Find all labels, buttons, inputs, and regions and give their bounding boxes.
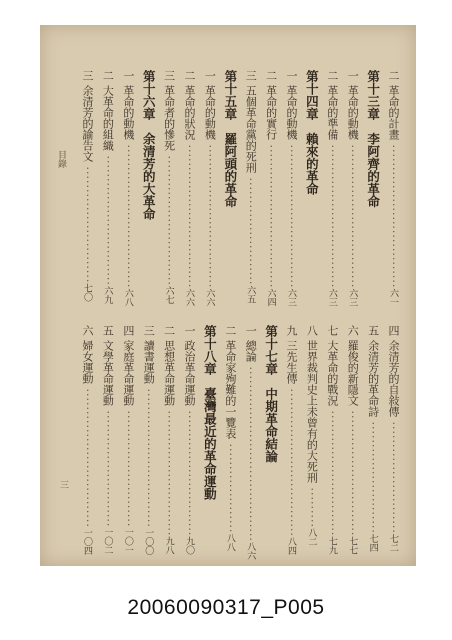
toc-entry — [325, 70, 339, 307]
entry-number: 六 — [81, 325, 94, 336]
page-ref: 六五 — [245, 285, 256, 304]
leader-dots: ························· — [366, 417, 380, 534]
toc-entry — [284, 325, 298, 555]
page-ref: 六三 — [347, 288, 358, 307]
leader-dots: ···························· — [325, 406, 339, 537]
entry-title: 余清芳的自敍傳 — [387, 340, 400, 417]
entry-number: 二 — [387, 70, 400, 81]
toc-entry — [100, 70, 115, 304]
toc-entry — [325, 325, 339, 555]
leader-dots: ································· — [285, 384, 298, 537]
entry-number: 一 — [183, 325, 196, 336]
chapter-heading — [265, 325, 278, 540]
entry-number: 二 — [101, 70, 115, 81]
leader-dots: ························· — [387, 417, 400, 534]
entry-title: 革命的動機 — [121, 85, 135, 140]
page-ref: 七九 — [326, 536, 337, 555]
entry-title: 革命的狀況 — [183, 85, 196, 140]
page-ref: 九八 — [163, 536, 174, 555]
toc-entry — [264, 70, 278, 307]
toc-entry — [223, 325, 237, 552]
entry-number: 二 — [264, 70, 278, 81]
leader-dots: ································ — [121, 140, 135, 289]
entry-number: 二 — [183, 70, 196, 81]
page-ref: 八二 — [306, 527, 317, 546]
entry-number: 一 — [285, 70, 298, 81]
leader-dots: ······························· — [142, 384, 156, 528]
leader-dots: ································ — [203, 140, 217, 289]
chapter-heading — [367, 70, 380, 285]
entry-number: 四 — [121, 325, 135, 336]
entry-number: 四 — [387, 325, 400, 336]
entry-number: 五 — [101, 325, 115, 336]
chapter-title: 第十三章 李阿齊的革命 — [365, 70, 381, 208]
leader-dots: ································ — [264, 140, 278, 289]
page-ref: 七七 — [347, 536, 358, 555]
leader-dots: ······································· — [244, 362, 258, 542]
toc-entry — [162, 70, 176, 304]
leader-dots: ································ — [346, 140, 360, 289]
toc-entry — [284, 70, 298, 307]
entry-title: 家庭革命運動 — [121, 340, 135, 406]
page-ref: 一〇四 — [82, 527, 92, 555]
toc-entry — [80, 70, 94, 302]
leader-dots: ································ — [325, 140, 339, 289]
entry-number: 三 — [244, 70, 258, 81]
page-ref: 六八 — [122, 288, 133, 307]
page-ref: 一〇一 — [122, 527, 133, 555]
chapter-title: 第十八章 臺灣最近的革命運動 — [202, 325, 218, 500]
entry-number: 一 — [346, 70, 360, 81]
chapter-heading — [224, 70, 237, 285]
leader-dots: ····························· — [101, 151, 115, 286]
page-ref: 一〇二 — [102, 527, 113, 555]
entry-title: 革命的準備 — [325, 85, 339, 140]
image-caption: 20060090317_P005 — [127, 596, 325, 619]
entry-title: 大革命的戰況 — [325, 340, 339, 406]
entry-number: 八 — [305, 325, 319, 336]
entry-number: 三 — [81, 70, 94, 81]
leader-dots: ···················· — [223, 439, 237, 534]
running-head: 目錄 — [56, 150, 66, 168]
page-ref: 七〇 — [82, 283, 92, 302]
entry-title: 余清芳的革命詩 — [366, 340, 380, 417]
entry-number: 二 — [325, 70, 339, 81]
entry-title: 五個革命黨的死刑 — [244, 85, 258, 173]
chapter-heading — [305, 70, 318, 285]
entry-title: 革命的實行 — [264, 85, 278, 140]
entry-number: 一 — [121, 70, 135, 81]
toc-entry — [100, 325, 115, 555]
entry-number: 六 — [346, 325, 360, 336]
entry-title: 革命者的慘死 — [162, 85, 176, 151]
leader-dots: ···························· — [346, 406, 360, 537]
chapter-title: 第十四章 賴來的革命 — [304, 70, 320, 195]
page-number: 三 — [58, 480, 68, 489]
leader-dots: ···························· — [162, 406, 176, 537]
entry-number: 一 — [244, 325, 258, 336]
page-ref: 九〇 — [184, 536, 194, 555]
leader-dots: ·························· — [121, 406, 135, 528]
page-ref: 一〇〇 — [143, 527, 154, 555]
entry-title: 大革命的組織 — [101, 85, 115, 151]
toc-entry — [386, 70, 400, 307]
page-ref: 八四 — [286, 536, 296, 555]
entry-title: 羅俊的新隱文 — [346, 340, 360, 406]
page-ref: 八八 — [224, 533, 235, 552]
toc-entry — [162, 325, 176, 555]
entry-title: 總論 — [244, 340, 258, 362]
entry-number: 二 — [162, 325, 176, 336]
leader-dots: ································ — [387, 140, 400, 289]
entry-number: 五 — [366, 325, 380, 336]
entry-title: 革命家殉難的一覽表 — [223, 340, 237, 439]
chapter-title: 第十七章 中期革命結論 — [263, 325, 279, 463]
page-ref: 六九 — [102, 285, 113, 304]
entry-title: 思想革命運動 — [162, 340, 176, 406]
page-ref: 六一 — [388, 288, 398, 307]
leader-dots: ········· — [305, 483, 319, 528]
chapter-title: 第十五章 羅阿頭的革命 — [222, 70, 238, 208]
leader-dots: ························ — [244, 173, 258, 286]
entry-number: 二 — [223, 325, 237, 336]
leader-dots: ································ — [285, 140, 298, 289]
leader-dots: ································ — [183, 140, 196, 289]
leader-dots: ·························· — [81, 162, 94, 284]
toc-entry — [366, 325, 380, 552]
toc-entry — [121, 325, 135, 555]
entry-title: 文學革命運動 — [101, 340, 115, 406]
entry-title: 革命的動機 — [346, 85, 360, 140]
page-ref: 六六 — [204, 288, 215, 307]
chapter-heading — [203, 325, 216, 540]
page-ref: 六三 — [286, 288, 296, 307]
entry-title: 革命的動機 — [285, 85, 298, 140]
entry-number: 七 — [325, 325, 339, 336]
entry-title: 婦女運動 — [81, 340, 94, 384]
toc-entry — [141, 325, 156, 555]
toc-entry — [202, 70, 217, 307]
toc-entry — [345, 70, 360, 307]
toc-entry — [182, 70, 196, 307]
toc-entry — [121, 70, 135, 307]
toc-entry — [182, 325, 196, 555]
leader-dots: ·························· — [101, 406, 115, 528]
toc-entry — [243, 325, 258, 560]
leader-dots: ···························· — [183, 406, 196, 537]
page-ref: 六六 — [184, 288, 194, 307]
leader-dots: ······························· — [81, 384, 94, 528]
entry-title: 革命的計畫 — [387, 85, 400, 140]
page-ref: 八六 — [245, 541, 256, 560]
page-ref: 六四 — [265, 288, 276, 307]
entry-title: 政治革命運動 — [183, 340, 196, 406]
entry-title: 讀書運動 — [142, 340, 156, 384]
toc-entry — [80, 325, 94, 555]
chapter-heading — [142, 70, 155, 285]
entry-title: 余清芳的諭告文 — [81, 85, 94, 162]
toc-entry — [386, 325, 400, 552]
page-ref: 六三 — [326, 288, 337, 307]
entry-number: 九 — [285, 325, 298, 336]
leader-dots: ····························· — [162, 151, 176, 286]
entry-number: 三 — [142, 325, 156, 336]
page-ref: 七二 — [388, 533, 398, 552]
book-page — [40, 25, 416, 566]
entry-number: 一 — [203, 70, 217, 81]
entry-title: 革命的動機 — [203, 85, 217, 140]
toc-entry — [345, 325, 360, 555]
entry-title: 世界裁判史上未曾有的大死刑 — [305, 340, 319, 483]
page-ref: 七四 — [367, 533, 378, 552]
entry-number: 三 — [162, 70, 176, 81]
chapter-title: 第十六章 余清芳的大革命 — [141, 70, 157, 220]
entry-title: 三先生傳 — [285, 340, 298, 384]
toc-entry — [243, 70, 258, 304]
page-ref: 六七 — [163, 285, 174, 304]
toc-entry — [304, 325, 318, 545]
